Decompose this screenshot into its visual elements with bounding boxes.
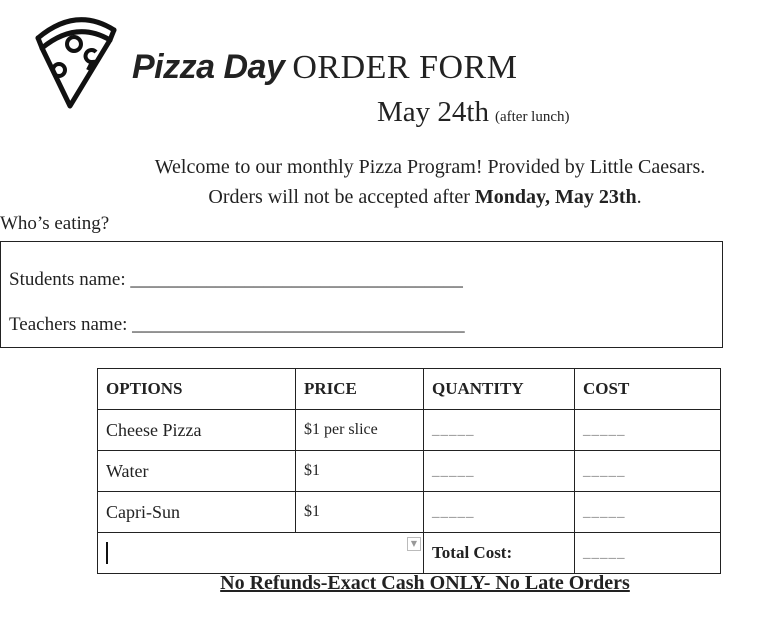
header-options: OPTIONS (98, 369, 296, 410)
quantity-cell[interactable]: _____ (424, 410, 575, 451)
footer-notice: No Refunds-Exact Cash ONLY- No Late Orders (220, 572, 630, 594)
quantity-cell[interactable]: _____ (424, 451, 575, 492)
deadline-date: Monday, May 23th (474, 186, 637, 208)
price-cell: $1 (296, 451, 424, 492)
title-script: Pizza Day (132, 48, 285, 86)
merged-input-cell[interactable] (98, 533, 424, 574)
total-label: Total Cost: (424, 533, 575, 574)
header-cost: COST (575, 369, 721, 410)
intro-prefix: Orders will not be accepted after (208, 186, 475, 208)
names-box (0, 241, 723, 348)
intro-suffix: . (636, 186, 642, 208)
header-quantity: QUANTITY (424, 369, 575, 410)
table-row (98, 492, 721, 533)
page-title (132, 48, 517, 87)
option-cell: Cheese Pizza (98, 410, 296, 451)
teacher-name-field[interactable]: Teachers name: ___________________________________ (9, 314, 465, 335)
order-table (97, 368, 721, 574)
cost-cell[interactable]: _____ (575, 492, 721, 533)
cost-cell[interactable]: _____ (575, 451, 721, 492)
who-heading: Who’s eating? (0, 213, 110, 234)
cost-cell[interactable]: _____ (575, 410, 721, 451)
title-rest: ORDER FORM (292, 49, 518, 86)
intro-line-2 (0, 182, 769, 212)
event-date (377, 96, 570, 129)
option-cell: Water (98, 451, 296, 492)
table-row (98, 410, 721, 451)
quantity-cell[interactable]: _____ (424, 492, 575, 533)
table-row (98, 451, 721, 492)
option-cell: Capri-Sun (98, 492, 296, 533)
date-main: May 24th (377, 96, 489, 128)
pizza-slice-icon (30, 8, 122, 112)
price-cell: $1 (296, 492, 424, 533)
text-cursor (106, 542, 108, 564)
table-header-row (98, 369, 721, 410)
chevron-down-icon[interactable]: ▼ (407, 537, 421, 551)
student-name-field[interactable]: Students name: ___________________________________ (9, 269, 463, 290)
total-row (98, 533, 721, 574)
intro-line-1: Welcome to our monthly Pizza Program! Provided by Little Caesars. (154, 156, 706, 178)
total-value[interactable]: _____ (575, 533, 721, 574)
header-price: PRICE (296, 369, 424, 410)
price-cell: $1 per slice (296, 410, 424, 451)
date-note: (after lunch) (494, 109, 570, 125)
